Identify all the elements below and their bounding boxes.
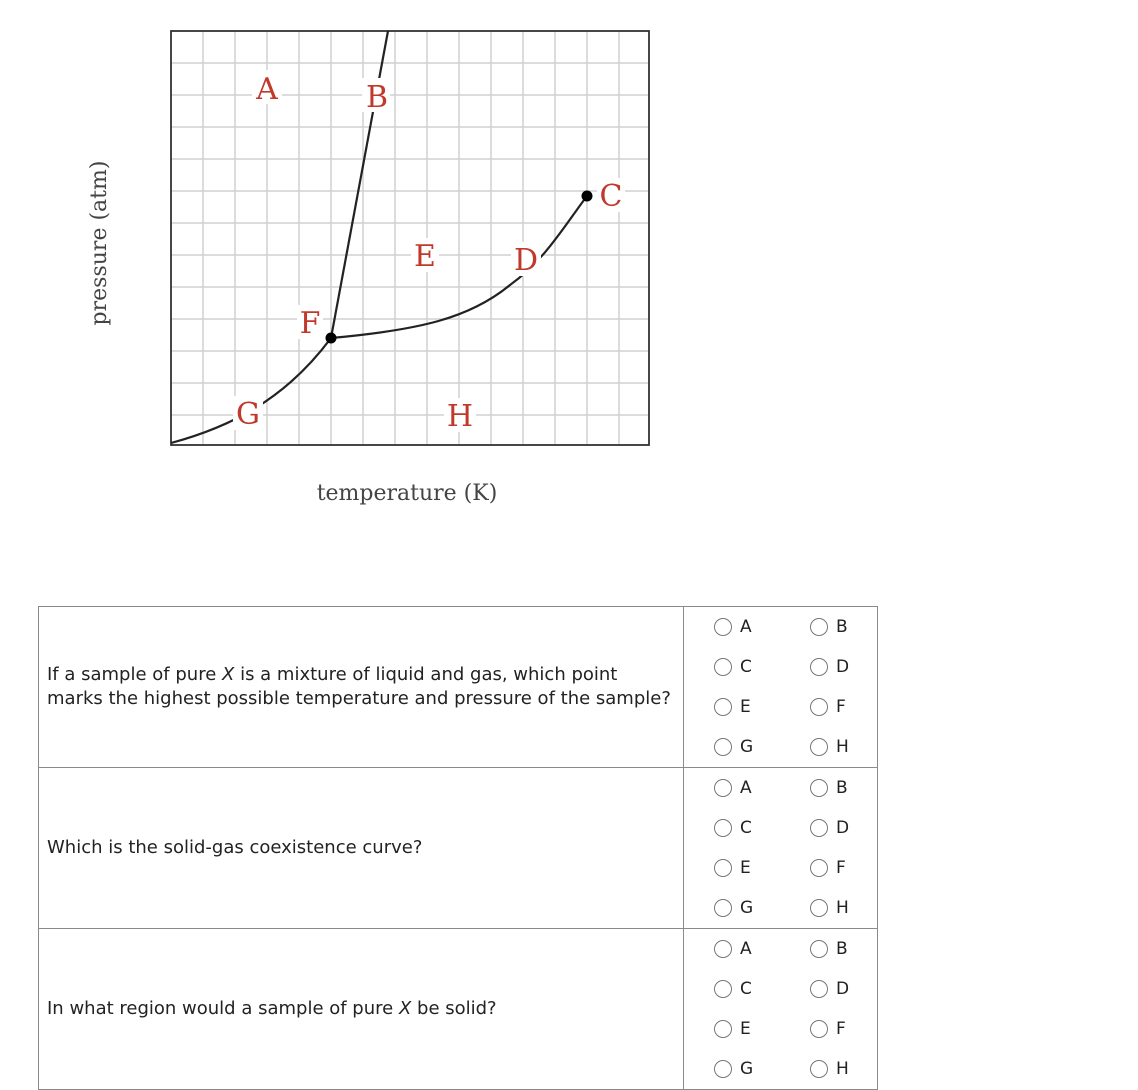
option-label: F — [836, 697, 846, 717]
radio-button[interactable] — [810, 940, 828, 958]
option-label: D — [836, 818, 850, 838]
radio-button[interactable] — [714, 698, 732, 716]
option-c[interactable] — [714, 808, 810, 848]
option-g[interactable] — [714, 888, 810, 928]
melting-curve — [331, 31, 388, 338]
option-label: E — [740, 858, 751, 878]
option-d[interactable] — [810, 969, 906, 1009]
radio-button[interactable] — [714, 859, 732, 877]
radio-button[interactable] — [714, 618, 732, 636]
y-axis-label: pressure (atm) — [87, 160, 112, 326]
question-text-part: In what region would a sample of pure — [47, 998, 399, 1019]
question-text-part: is a mixture of liquid and gas, which point marks the highest possible temperature and pressure of the sample? — [47, 664, 671, 709]
option-label: B — [836, 617, 848, 637]
option-label: B — [836, 778, 848, 798]
radio-button[interactable] — [810, 658, 828, 676]
radio-button[interactable] — [810, 899, 828, 917]
label-e: E — [414, 239, 436, 274]
option-label: D — [836, 657, 850, 677]
label-d: D — [513, 243, 539, 278]
option-label: E — [740, 1019, 751, 1039]
radio-button[interactable] — [810, 698, 828, 716]
triple-point — [326, 333, 337, 344]
question-text — [39, 929, 684, 1090]
radio-button[interactable] — [810, 819, 828, 837]
radio-button[interactable] — [714, 899, 732, 917]
option-label: C — [740, 818, 752, 838]
option-label: C — [740, 979, 752, 999]
radio-button[interactable] — [714, 940, 732, 958]
option-g[interactable] — [714, 727, 810, 767]
option-g[interactable] — [714, 1049, 810, 1089]
label-f: F — [299, 306, 321, 341]
option-label: H — [836, 1059, 849, 1079]
variable-x: X — [222, 664, 235, 685]
option-label: H — [836, 898, 849, 918]
label-h: H — [446, 399, 474, 434]
option-label: F — [836, 1019, 846, 1039]
option-label: A — [740, 778, 752, 798]
radio-button[interactable] — [810, 779, 828, 797]
label-b: B — [365, 80, 389, 115]
label-c: C — [599, 179, 623, 214]
question-table — [38, 606, 878, 1090]
x-axis-label: temperature (K) — [316, 481, 498, 506]
option-b[interactable] — [810, 768, 906, 808]
option-e[interactable] — [714, 1009, 810, 1049]
label-a: A — [256, 72, 278, 107]
radio-button[interactable] — [810, 618, 828, 636]
option-e[interactable] — [714, 687, 810, 727]
radio-button[interactable] — [714, 658, 732, 676]
option-label: H — [836, 737, 849, 757]
option-h[interactable] — [810, 1049, 906, 1089]
option-d[interactable] — [810, 808, 906, 848]
option-c[interactable] — [714, 969, 810, 1009]
option-a[interactable] — [714, 929, 810, 969]
region-labels — [233, 70, 625, 434]
radio-button[interactable] — [714, 779, 732, 797]
option-c[interactable] — [714, 647, 810, 687]
question-row — [39, 929, 878, 1090]
option-label: B — [836, 939, 848, 959]
critical-point — [582, 191, 593, 202]
option-label: E — [740, 697, 751, 717]
question-text — [39, 607, 684, 768]
option-a[interactable] — [714, 607, 810, 647]
option-b[interactable] — [810, 929, 906, 969]
option-label: G — [740, 737, 754, 757]
option-b[interactable] — [810, 607, 906, 647]
option-label: G — [740, 1059, 754, 1079]
question-text — [39, 768, 684, 929]
radio-button[interactable] — [810, 1020, 828, 1038]
option-h[interactable] — [810, 888, 906, 928]
question-row — [39, 607, 878, 768]
option-d[interactable] — [810, 647, 906, 687]
option-label: A — [740, 617, 752, 637]
radio-button[interactable] — [810, 1060, 828, 1078]
radio-button[interactable] — [810, 738, 828, 756]
option-label: C — [740, 657, 752, 677]
radio-button[interactable] — [714, 738, 732, 756]
question-text-part: If a sample of pure — [47, 664, 222, 685]
grid-lines — [171, 31, 649, 445]
option-f[interactable] — [810, 1009, 906, 1049]
option-label: A — [740, 939, 752, 959]
radio-button[interactable] — [810, 980, 828, 998]
radio-button[interactable] — [714, 1060, 732, 1078]
answer-options — [684, 929, 878, 1090]
option-label: G — [740, 898, 754, 918]
question-text-part: be solid? — [411, 998, 497, 1019]
option-a[interactable] — [714, 768, 810, 808]
label-g: G — [236, 397, 260, 432]
option-label: D — [836, 979, 850, 999]
radio-button[interactable] — [810, 859, 828, 877]
option-e[interactable] — [714, 848, 810, 888]
answer-options — [684, 768, 878, 929]
radio-button[interactable] — [714, 1020, 732, 1038]
question-row — [39, 768, 878, 929]
radio-button[interactable] — [714, 980, 732, 998]
radio-button[interactable] — [714, 819, 732, 837]
option-f[interactable] — [810, 687, 906, 727]
variable-x: X — [398, 998, 412, 1019]
option-h[interactable] — [810, 727, 906, 767]
option-label: F — [836, 858, 846, 878]
option-f[interactable] — [810, 848, 906, 888]
question-text-part: Which is the solid-gas coexistence curve? — [47, 837, 423, 858]
answer-options — [684, 607, 878, 768]
